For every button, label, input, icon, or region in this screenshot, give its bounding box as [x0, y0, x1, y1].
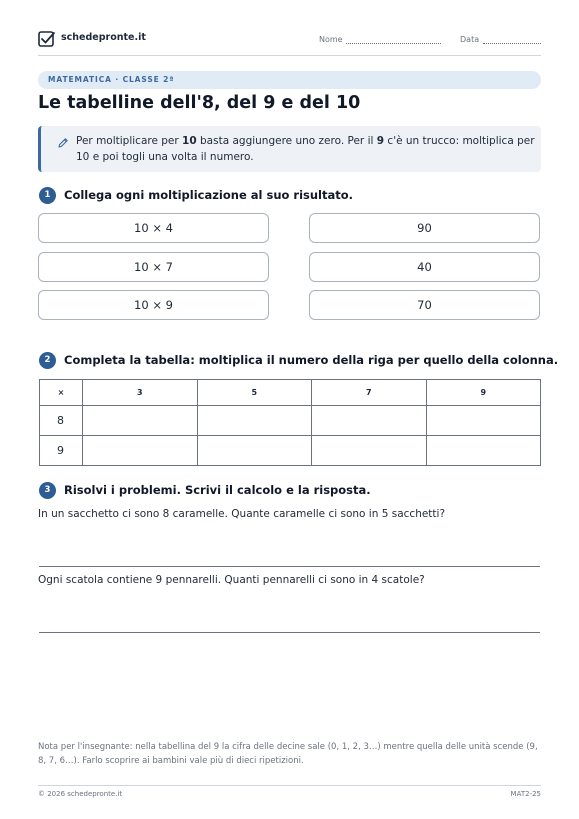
match-left-1[interactable]: 10 × 4 [38, 213, 269, 243]
match-left-2[interactable]: 10 × 7 [38, 252, 269, 282]
answer-cell[interactable] [312, 436, 427, 466]
name-label: Nome [319, 35, 343, 44]
date-label: Data [460, 35, 480, 44]
teacher-note: Nota per l'insegnante: nella tabellina del 9 la cifra delle decine sale (0, 1, 2, 3…) mentre quella delle unità scende (9, 8, 7, 6…). Farlo scoprire ai bambini vale più di dieci ripetizioni. [38, 742, 538, 766]
tip-text: Per moltiplicare per 10 basta aggiungere uno zero. Per il 9 c'è un trucco: moltiplica per 10 e poi togli una volta il numero. [76, 135, 535, 163]
exercise-1-title: Collega ogni moltiplicazione al suo risultato. [64, 188, 354, 202]
match-right-3[interactable]: 70 [309, 290, 540, 320]
tip-box [38, 126, 541, 172]
multiplication-table [39, 379, 541, 466]
table-header-row [40, 380, 541, 406]
column-header: 3 [83, 380, 198, 406]
footer-copyright: © 2026 schedepronte.it [38, 790, 123, 798]
page-header [38, 30, 541, 56]
subject-bar [38, 71, 541, 89]
answer-cell[interactable] [83, 436, 198, 466]
brand-name: schedepronte.it [61, 32, 146, 43]
answer-cell[interactable] [426, 436, 541, 466]
answer-cell[interactable] [83, 406, 198, 436]
table-row [40, 436, 541, 466]
row-header: 9 [40, 436, 83, 466]
column-header: 5 [197, 380, 312, 406]
exercise-2-title: Completa la tabella: moltiplica il numero della riga per quello della colonna. [64, 353, 559, 367]
footer-code: MAT2-25 [510, 790, 541, 798]
match-right-1[interactable]: 90 [309, 213, 540, 243]
problem-2-answer-line[interactable] [39, 632, 540, 633]
answer-cell[interactable] [312, 406, 427, 436]
problem-1-text: In un sacchetto ci sono 8 caramelle. Quante caramelle ci sono in 5 sacchetti? [38, 508, 446, 520]
answer-cell[interactable] [197, 406, 312, 436]
table-row [40, 406, 541, 436]
date-field[interactable] [483, 43, 541, 44]
name-field[interactable] [346, 43, 441, 44]
answer-cell[interactable] [426, 406, 541, 436]
exercise-2-badge: 2 [39, 352, 56, 369]
page-title: Le tabelline dell'8, del 9 e del 10 [38, 93, 361, 113]
exercise-3-title: Risolvi i problemi. Scrivi il calcolo e la risposta. [64, 483, 371, 497]
match-right-2[interactable]: 40 [309, 252, 540, 282]
row-header: 8 [40, 406, 83, 436]
problem-2-text: Ogni scatola contiene 9 pennarelli. Quanti pennarelli ci sono in 4 scatole? [38, 574, 425, 586]
answer-cell[interactable] [197, 436, 312, 466]
problem-1-answer-line[interactable] [39, 566, 540, 567]
subject-label: MATEMATICA · CLASSE 2ª [48, 75, 175, 84]
corner-cell: × [40, 380, 83, 406]
column-header: 7 [312, 380, 427, 406]
checkbox-icon [38, 30, 56, 48]
pencil-icon [57, 137, 69, 149]
column-header: 9 [426, 380, 541, 406]
footer-divider [38, 785, 541, 786]
exercise-1-badge: 1 [39, 187, 56, 204]
match-left-3[interactable]: 10 × 9 [38, 290, 269, 320]
exercise-3-badge: 3 [39, 482, 56, 499]
